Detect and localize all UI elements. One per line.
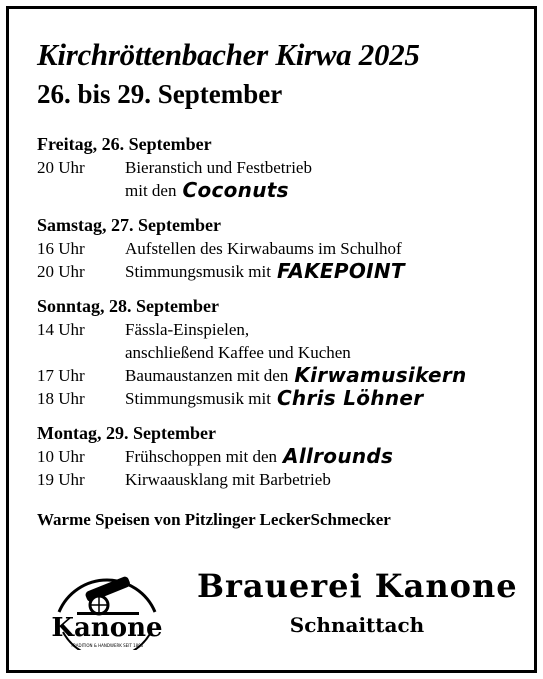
program-row [37,445,517,468]
row-description: Frühschoppen mit den [125,447,278,466]
row-time [37,341,125,364]
program-row [37,387,517,410]
row-description: Baumaustanzen mit den [125,366,289,385]
row-time: 14 Uhr [37,320,85,339]
row-description: Stimmungsmusik mit [125,262,271,281]
row-time: 18 Uhr [37,389,85,408]
day-heading: Sonntag, 28. September [37,296,220,316]
row-time [37,179,125,202]
program-row [37,260,517,283]
row-time: 17 Uhr [37,366,85,385]
row-description: Bieranstich und Festbetrieb [125,158,312,177]
brewery-logo [37,550,177,650]
program-day [37,295,517,410]
row-time: 19 Uhr [37,470,85,489]
program-row [37,341,517,364]
program-day [37,214,517,283]
day-heading: Montag, 29. September [37,423,216,443]
brewery-town: Schnaittach [289,613,425,637]
row-artist: FAKEPOINT [276,259,405,283]
event-title: Kirchröttenbacher Kirwa 2025 [37,37,420,72]
advertisement-frame [6,6,537,673]
program-row [37,237,517,260]
program-row [37,179,517,202]
program-row [37,318,517,341]
row-description: mit den [125,181,177,200]
catering-note: Warme Speisen von Pitzlinger LeckerSchmecker [37,510,391,529]
row-description: anschließend Kaffee und Kuchen [125,343,351,362]
row-description: Fässla-Einspielen, [125,320,250,339]
program-row [37,156,517,179]
brewery-name: Brauerei Kanone [197,567,518,605]
row-artist: Allrounds [283,444,394,468]
program-row [37,364,517,387]
row-description: Kirwaausklang mit Barbetrieb [125,470,331,489]
day-heading: Freitag, 26. September [37,134,212,154]
row-time: 16 Uhr [37,239,85,258]
program-row [37,468,517,491]
row-time: 20 Uhr [37,158,85,177]
row-artist: Chris Löhner [276,386,424,410]
row-description: Aufstellen des Kirwabaums im Schulhof [125,239,402,258]
row-artist: Kirwamusikern [294,363,467,387]
row-time: 10 Uhr [37,447,85,466]
day-heading: Samstag, 27. September [37,215,221,235]
logo-wordmark: Kanone [51,613,163,643]
event-dates: 26. bis 29. September [37,79,283,109]
event-program [37,133,517,503]
program-day [37,133,517,202]
row-time: 20 Uhr [37,262,85,281]
program-day [37,422,517,491]
row-description: Stimmungsmusik mit [125,389,271,408]
row-artist: Coconuts [182,178,289,202]
logo-tagline: TRADITION & HANDWERK SEIT 1896 [70,643,144,648]
